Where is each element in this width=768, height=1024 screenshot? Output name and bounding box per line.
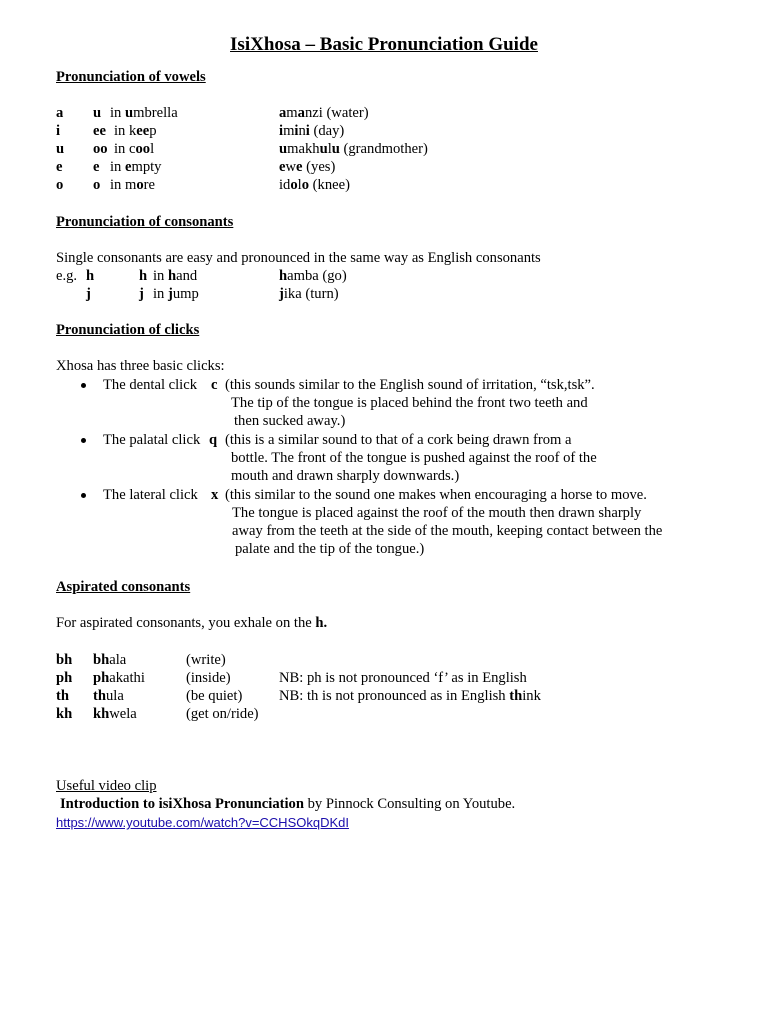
word-rest: wela bbox=[109, 706, 137, 722]
consonant-xhosa bbox=[279, 285, 339, 303]
click-description-line: (this similar to the sound one makes when encouraging a horse to move. bbox=[225, 487, 647, 503]
word-pre: k bbox=[129, 123, 137, 139]
example-text: id bbox=[279, 177, 291, 193]
video-link[interactable]: https://www.youtube.com/watch?v=CCHSOkqDKdI bbox=[56, 815, 349, 830]
example-bold: h bbox=[279, 268, 288, 284]
vowel-example-english bbox=[114, 122, 157, 140]
example-text: amba bbox=[287, 268, 319, 284]
in-word: in bbox=[110, 105, 125, 121]
note-text: NB: th is not pronounced as in English bbox=[279, 688, 510, 704]
aspirated-word bbox=[93, 705, 137, 723]
example-text: w bbox=[285, 159, 297, 175]
word-rest: l bbox=[150, 141, 155, 157]
vowel-letter: a bbox=[56, 105, 64, 121]
video-title-bold: Introduction to isiXhosa Pronunciation bbox=[60, 796, 304, 812]
aspirated-code: bh bbox=[56, 652, 73, 668]
example-bold: e bbox=[296, 159, 303, 175]
clicks-intro: Xhosa has three basic clicks: bbox=[56, 358, 225, 374]
aspirated-intro bbox=[56, 614, 327, 632]
vowels-heading: Pronunciation of vowels bbox=[56, 69, 206, 85]
aspirated-note bbox=[279, 669, 527, 687]
vowel-sound: e bbox=[93, 159, 100, 175]
click-label: The palatal click bbox=[103, 432, 201, 448]
example-text: nzi bbox=[304, 105, 323, 121]
example-meaning: (grandmother) bbox=[339, 141, 428, 157]
word-pre: c bbox=[129, 141, 136, 157]
example-bold: e bbox=[279, 159, 286, 175]
example-bold: u bbox=[331, 141, 340, 157]
word-bold: th bbox=[93, 688, 106, 704]
aspirated-code: th bbox=[56, 688, 69, 704]
word-rest: mpty bbox=[131, 159, 162, 175]
word-bold: o bbox=[136, 177, 144, 193]
click-description-line: (this is a similar sound to that of a cork being drawn from a bbox=[225, 432, 572, 448]
click-letter: q bbox=[209, 432, 218, 448]
example-bold: a bbox=[279, 105, 287, 121]
bullet-icon bbox=[81, 438, 86, 443]
consonant-english bbox=[153, 267, 197, 285]
aspirated-meaning: (inside) bbox=[186, 670, 231, 686]
in-word: in bbox=[114, 141, 129, 157]
example-meaning: (knee) bbox=[309, 177, 350, 193]
word-bold: h bbox=[168, 268, 177, 284]
click-label: The lateral click bbox=[103, 487, 198, 503]
vowel-example-english bbox=[110, 176, 155, 194]
consonant-letter: h bbox=[86, 268, 95, 284]
example-text: l bbox=[327, 141, 332, 157]
vowel-example-xhosa bbox=[279, 158, 335, 176]
vowel-letter: o bbox=[56, 177, 64, 193]
consonant-sound: j bbox=[139, 286, 144, 302]
vowel-sound: ee bbox=[93, 123, 106, 139]
vowel-sound: oo bbox=[93, 141, 108, 157]
word-bold: ph bbox=[93, 670, 110, 686]
example-bold: u bbox=[279, 141, 288, 157]
word-rest: ala bbox=[109, 652, 127, 668]
word-bold: kh bbox=[93, 706, 110, 722]
bullet-icon bbox=[81, 383, 86, 388]
clicks-heading: Pronunciation of clicks bbox=[56, 322, 200, 338]
click-label: The dental click bbox=[103, 377, 198, 393]
consonant-sound: h bbox=[139, 268, 148, 284]
vowel-letter: i bbox=[56, 123, 61, 139]
vowel-letter: u bbox=[56, 141, 65, 157]
example-meaning: (day) bbox=[309, 123, 345, 139]
in-word: in bbox=[153, 268, 168, 284]
click-letter: x bbox=[211, 487, 219, 503]
consonant-english bbox=[153, 285, 199, 303]
in-word: in bbox=[153, 286, 168, 302]
consonants-intro: Single consonants are easy and pronounced in the same way as English consonants bbox=[56, 250, 541, 266]
aspirated-intro-bold: h. bbox=[315, 615, 328, 631]
aspirated-meaning: (write) bbox=[186, 652, 226, 668]
click-description-line: (this sounds similar to the English sound of irritation, “tsk,tsk”. bbox=[225, 377, 595, 393]
video-title bbox=[60, 795, 515, 813]
vowel-letter: e bbox=[56, 159, 63, 175]
word-bold: u bbox=[125, 105, 134, 121]
word-rest: ula bbox=[105, 688, 124, 704]
click-description-line: mouth and drawn sharply downwards.) bbox=[231, 468, 460, 484]
aspirated-code: ph bbox=[56, 670, 73, 686]
note-text: NB: ph is not pronounced ‘f’ as in English bbox=[279, 670, 527, 686]
in-word: in bbox=[110, 159, 125, 175]
example-text: ika bbox=[283, 286, 302, 302]
example-bold: o bbox=[301, 177, 310, 193]
example-bold: o bbox=[290, 177, 298, 193]
example-bold: a bbox=[297, 105, 305, 121]
aspirated-intro-text: For aspirated consonants, you exhale on the bbox=[56, 615, 312, 631]
example-meaning: (go) bbox=[318, 268, 347, 284]
word-rest: akathi bbox=[109, 670, 145, 686]
example-text: n bbox=[298, 123, 306, 139]
vowel-example-english bbox=[110, 158, 161, 176]
aspirated-word bbox=[93, 651, 126, 669]
vowel-example-english bbox=[110, 104, 178, 122]
aspirated-note bbox=[279, 687, 541, 705]
example-meaning: (water) bbox=[322, 105, 369, 121]
vowel-example-xhosa bbox=[279, 140, 428, 158]
example-text: m bbox=[286, 105, 298, 121]
bullet-icon bbox=[81, 493, 86, 498]
aspirated-code: kh bbox=[56, 706, 73, 722]
example-text: m bbox=[283, 123, 295, 139]
vowel-example-xhosa bbox=[279, 104, 369, 122]
click-letter: c bbox=[211, 377, 218, 393]
video-title-rest: by Pinnock Consulting on Youtube. bbox=[303, 796, 516, 812]
example-bold: j bbox=[279, 286, 284, 302]
click-description-line: away from the teeth at the side of the mouth, keeping contact between the bbox=[232, 523, 663, 539]
word-bold: ee bbox=[136, 123, 150, 139]
aspirated-heading: Aspirated consonants bbox=[56, 579, 191, 595]
page-title: IsiXhosa – Basic Pronunciation Guide bbox=[230, 34, 538, 55]
word-rest: mbrella bbox=[133, 105, 178, 121]
aspirated-word bbox=[93, 687, 124, 705]
word-rest: ump bbox=[172, 286, 199, 302]
video-label: Useful video clip bbox=[56, 778, 157, 794]
eg-label: e.g. bbox=[56, 268, 78, 284]
click-description-line: then sucked away.) bbox=[234, 413, 346, 429]
example-text: l bbox=[297, 177, 302, 193]
example-meaning: (yes) bbox=[302, 159, 336, 175]
note-bold: th bbox=[509, 688, 523, 704]
in-word: in bbox=[110, 177, 125, 193]
in-word: in bbox=[114, 123, 129, 139]
click-description-line: palate and the tip of the tongue.) bbox=[235, 541, 425, 557]
consonant-xhosa bbox=[279, 267, 347, 285]
word-bold: oo bbox=[135, 141, 151, 157]
vowel-sound: u bbox=[93, 105, 102, 121]
click-description-line: The tip of the tongue is placed behind the front two teeth and bbox=[231, 395, 588, 411]
word-bold: e bbox=[125, 159, 132, 175]
aspirated-word bbox=[93, 669, 145, 687]
example-bold: i bbox=[305, 123, 310, 139]
note-rest: ink bbox=[522, 688, 541, 704]
example-bold: i bbox=[279, 123, 284, 139]
consonants-heading: Pronunciation of consonants bbox=[56, 214, 234, 230]
word-rest: re bbox=[143, 177, 155, 193]
click-description-line: The tongue is placed against the roof of the mouth then drawn sharply bbox=[232, 505, 642, 521]
example-meaning: (turn) bbox=[301, 286, 339, 302]
example-bold: i bbox=[294, 123, 299, 139]
word-rest: and bbox=[176, 268, 198, 284]
word-bold: j bbox=[168, 286, 173, 302]
click-description-line: bottle. The front of the tongue is pushed against the roof of the bbox=[231, 450, 597, 466]
vowel-example-english bbox=[114, 140, 154, 158]
vowel-sound: o bbox=[93, 177, 101, 193]
consonant-letter: j bbox=[86, 286, 91, 302]
aspirated-meaning: (get on/ride) bbox=[186, 706, 259, 722]
word-bold: bh bbox=[93, 652, 110, 668]
aspirated-meaning: (be quiet) bbox=[186, 688, 243, 704]
example-bold: u bbox=[319, 141, 328, 157]
example-text: makh bbox=[287, 141, 320, 157]
vowel-example-xhosa bbox=[279, 122, 344, 140]
vowel-example-xhosa bbox=[279, 176, 350, 194]
word-pre: m bbox=[125, 177, 137, 193]
word-rest: p bbox=[149, 123, 157, 139]
